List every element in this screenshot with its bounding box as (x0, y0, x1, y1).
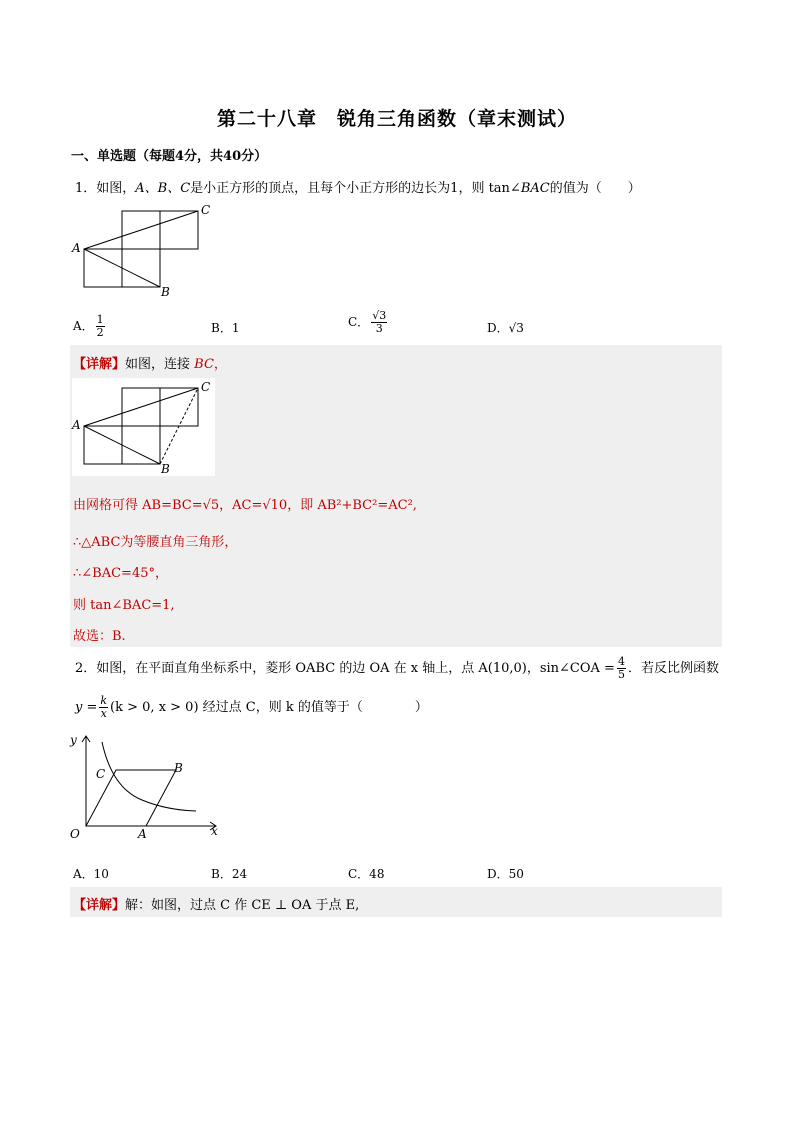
q1s-grid-cell (84, 426, 122, 464)
q1s-label-b: B (161, 462, 170, 474)
q1-grid-cell (160, 211, 198, 249)
q1-option-c-fraction (371, 310, 387, 335)
q1-step-5: 故选：B. (73, 629, 126, 644)
q1-step-4: 则 tan∠BAC=1, (73, 598, 175, 613)
q1-option-a-den: 2 (96, 326, 104, 339)
q1-detail-end: ， (213, 357, 227, 372)
q2-func-pre: y = (75, 700, 98, 715)
q2-label-b: B (174, 761, 183, 775)
page-title: 第二十八章 锐角三角函数（章末测试） (216, 108, 577, 130)
q1-step-2: ∴△ABC为等腰直角三角形， (73, 535, 238, 550)
q1-stem-var2: BAC (520, 181, 550, 196)
q2-sin-den: 5 (617, 668, 625, 681)
q1-stem-mid: 是小正方形的顶点，且每个小正方形的边长为1，则 tan∠ (190, 181, 521, 196)
q1-option-b[interactable]: B．1 (211, 321, 240, 335)
q1-label-c: C (201, 203, 211, 217)
section-heading: 一、单选题（每题4分，共40分） (71, 149, 268, 164)
q1-label-b: B (161, 285, 170, 299)
q1-label-a: A (72, 241, 81, 255)
q1-stem-vars: A、B、C (135, 181, 191, 196)
q2-func-post: (k > 0, x > 0) 经过点 C，则 k 的值等于（ ） (110, 700, 428, 715)
q2-stem-a: 2．如图，在平面直角坐标系中，菱形 OABC 的边 OA 在 x 轴上，点 A(10,0)，sin∠COA = (75, 661, 615, 676)
q1-solution-figure (70, 374, 220, 474)
q2-func-den: x (100, 707, 107, 720)
q1s-label-c: C (201, 380, 211, 394)
q1-option-c-den: 3 (375, 322, 383, 335)
q2-option-d[interactable]: D．50 (487, 867, 524, 881)
q2-detail (73, 894, 359, 913)
q2-option-b[interactable]: B．24 (211, 867, 248, 881)
q1-detail-intro (73, 353, 227, 372)
q1-grid-cell (84, 249, 122, 287)
q1-option-c-label: C． (348, 315, 370, 329)
q1-stem-pre: 1．如图， (75, 181, 136, 196)
q2-label-c: C (96, 767, 106, 781)
q1-option-c-num: √3 (372, 309, 387, 322)
q1-detail-var: BC (194, 357, 214, 372)
q2-option-c[interactable]: C．48 (348, 867, 385, 881)
q2-option-a[interactable]: A．10 (73, 867, 109, 881)
q1-step-3: ∴∠BAC=45°， (73, 566, 168, 581)
q1-stem-post: 的值为（ ） (549, 181, 641, 196)
q1-option-a-label: A． (73, 319, 94, 333)
q1s-label-a: A (72, 418, 81, 432)
q1-option-a-num: 1 (96, 313, 104, 326)
q1-grid-cell (122, 249, 160, 287)
q1-detail-tag: 【详解】 (73, 357, 126, 372)
q2-label-y: y (70, 733, 77, 747)
q1-option-d-value: √3 (508, 321, 524, 335)
q1-option-d[interactable] (487, 319, 524, 336)
q1-option-a[interactable] (73, 314, 107, 339)
q2-stem-b: ．若反比例函数 (627, 661, 719, 676)
q1-option-c[interactable] (348, 310, 389, 335)
q2-func-fraction (99, 695, 108, 720)
q2-detail-text: 解：如图，过点 C 作 CE ⊥ OA 于点 E, (125, 898, 360, 913)
q2-label-o: O (70, 827, 80, 841)
q1s-grid-cell (122, 426, 160, 464)
q1-line-ac (84, 211, 198, 249)
q2-coordinate-figure (66, 730, 226, 845)
q2-sin-fraction (617, 656, 626, 681)
q1-option-d-label: D． (487, 321, 509, 335)
q2-label-a: A (138, 827, 147, 841)
q2-detail-tag: 【详解】 (73, 898, 126, 913)
q2-sin-num: 4 (617, 655, 625, 668)
q2-label-x: x (211, 824, 218, 838)
q1s-line-ac (84, 388, 198, 426)
q1s-grid-cell (160, 388, 198, 426)
q1-step-1: 由网格可得 AB=BC=√5，AC=√10，即 AB²+BC²=AC², (73, 498, 417, 513)
q1-grid-figure (70, 200, 220, 300)
q2-stem-line2 (75, 695, 428, 720)
q2-stem-line1 (75, 656, 719, 681)
q1-detail-text: 如图，连接 (125, 357, 195, 372)
q1-stem (75, 177, 641, 196)
q2-func-num: k (100, 694, 108, 707)
q1-option-a-fraction (96, 314, 105, 339)
q2-hyperbola (102, 742, 196, 811)
